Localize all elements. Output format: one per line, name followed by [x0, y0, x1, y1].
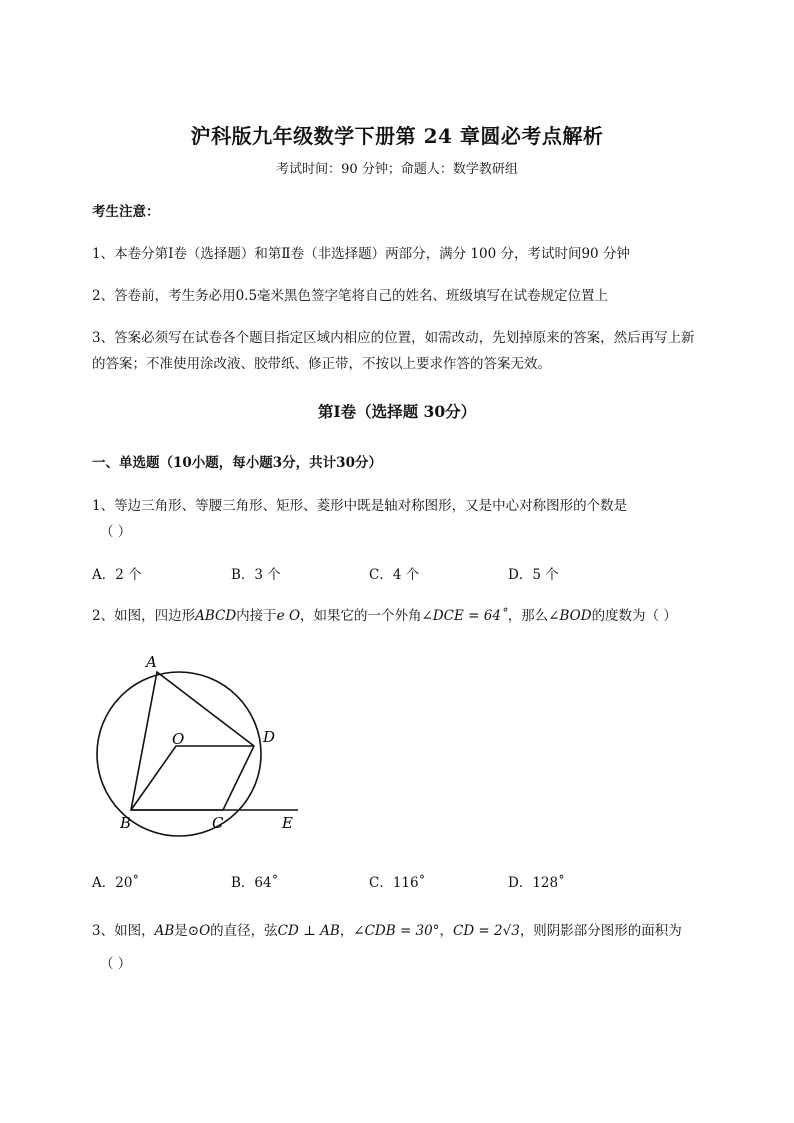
exam-info: 考试时间：90 分钟；命题人：数学教研组	[276, 162, 518, 177]
q1-option-d: D．5 个	[508, 567, 559, 583]
question-3-text	[92, 919, 682, 939]
q2-option-c: C．116˚	[369, 875, 426, 891]
q3-mid2: 的直径，弦	[210, 923, 278, 939]
label-a: A	[146, 653, 157, 671]
q1-option-c: C．4 个	[369, 567, 420, 583]
question-1-text: 1、等边三角形、等腰三角形、矩形、菱形中既是轴对称图形，又是中心对称图形的个数是	[92, 498, 628, 514]
notes-heading: 考生注意：	[92, 204, 160, 220]
q2-angle-bod: ∠BOD	[548, 608, 592, 624]
q3-suffix: ，则阴影部分图形的面积为	[519, 923, 682, 939]
question-2-text	[92, 604, 677, 624]
page-title: 沪科版九年级数学下册第 24 章圆必考点解析	[190, 124, 604, 148]
q3-mid1: 是	[174, 923, 188, 939]
q2-mid1: 内接于	[236, 608, 277, 624]
q2-suffix: 的度数为（ ）	[591, 608, 677, 624]
label-o: O	[172, 730, 185, 748]
label-c: C	[212, 814, 224, 832]
note-item-continued: 的答案；不准使用涂改液、胶带纸、修正带，不按以上要求作答的答案无效。	[92, 356, 551, 372]
quad-abcd	[131, 672, 254, 810]
question-1-blank: （ ）	[100, 524, 132, 540]
q2-prefix: 2、如图，四边形	[92, 608, 196, 624]
q1-option-b: B．3 个	[231, 567, 281, 583]
q3-angle: ∠CDB = 30°	[353, 923, 440, 939]
q2-angle-dce: ∠DCE = 64˚	[421, 608, 508, 624]
label-b: B	[120, 814, 132, 832]
section-title: 第Ⅰ卷（选择题 30分）	[317, 402, 477, 421]
q2-mid3: ，那么	[507, 608, 549, 624]
q2-mid2: ，如果它的一个外角	[300, 608, 422, 624]
q1-option-a: A．2 个	[92, 567, 142, 583]
circle-diagram	[90, 648, 310, 838]
q3-cd: CD = 2√3	[452, 923, 520, 939]
label-d: D	[263, 728, 276, 746]
q2-circle: e O	[276, 608, 301, 624]
q3-prefix: 3、如图，	[92, 923, 155, 939]
q2-option-b: B．64˚	[231, 875, 279, 891]
q2-option-d: D．128˚	[508, 875, 565, 891]
circle-o	[97, 672, 261, 836]
note-item: 1、本卷分第Ⅰ卷（选择题）和第Ⅱ卷（非选择题）两部分，满分 100 分，考试时间90 分钟	[92, 246, 630, 262]
q3-sep1: ，	[339, 923, 354, 939]
q3-perp: CD ⊥ AB	[277, 923, 340, 939]
q3-circle: ⊙O	[187, 923, 211, 939]
radii-ob-od	[131, 746, 254, 810]
q2-option-a: A．20˚	[92, 875, 140, 891]
label-e: E	[282, 814, 293, 832]
q3-ab: AB	[154, 923, 175, 939]
note-item: 2、答卷前，考生务必用0.5毫米黑色签字笔将自己的姓名、班级填写在试卷规定位置上	[92, 288, 609, 304]
note-item: 3、答案必须写在试卷各个题目指定区域内相应的位置，如需改动，先划掉原来的答案，然后再写上新	[92, 330, 695, 346]
part-heading: 一、单选题（10小题，每小题3分，共计30分）	[92, 455, 382, 471]
q2-quad: ABCD	[195, 608, 237, 624]
question-3-blank: （ ）	[100, 956, 132, 972]
q3-sep2: ，	[439, 923, 453, 939]
